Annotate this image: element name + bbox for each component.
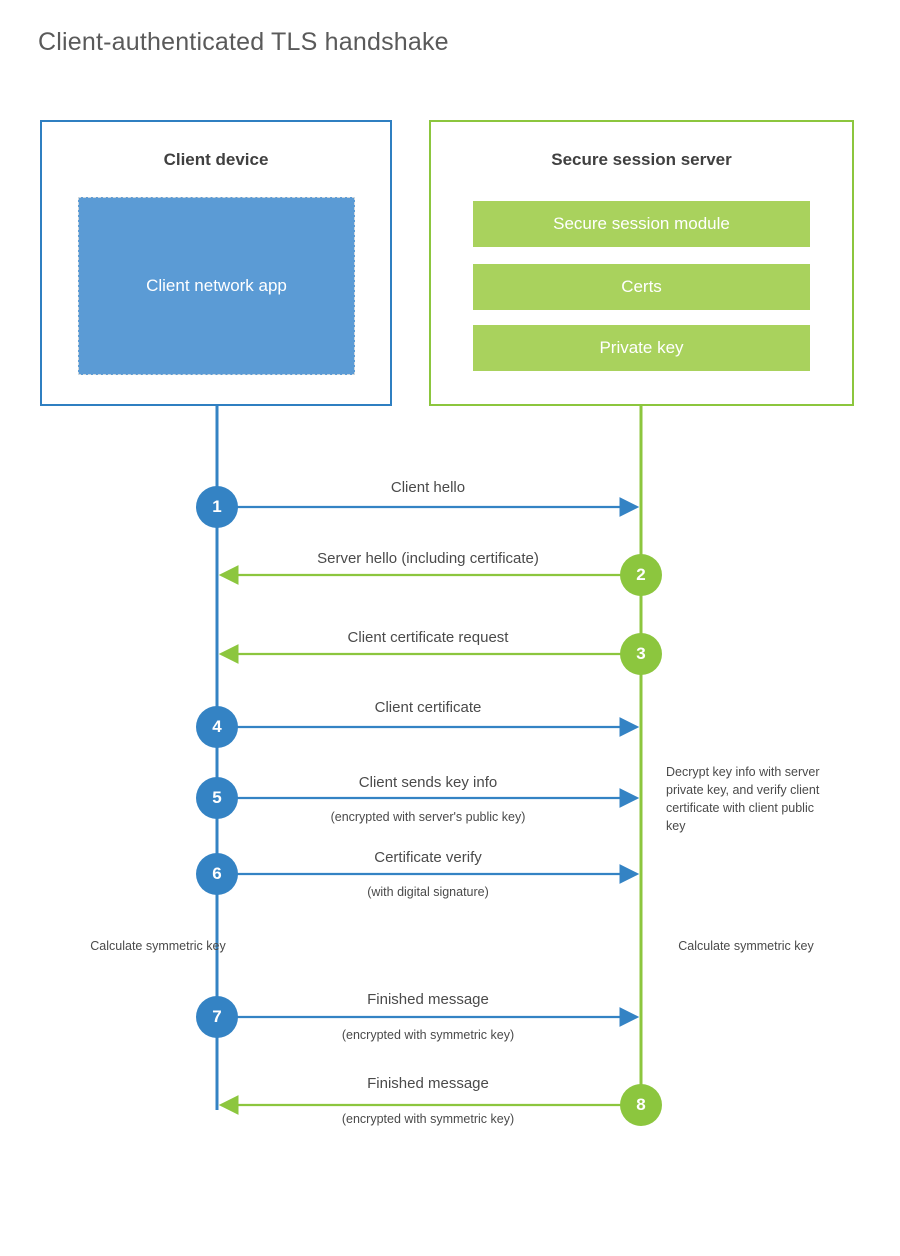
client-device-title: Client device	[163, 150, 269, 169]
step-7-label: Finished message	[367, 991, 489, 1008]
note-server-decrypt: Decrypt key info with server private key, and verify client certificate with client public key	[666, 765, 820, 834]
step-badge-7: 7	[196, 996, 238, 1038]
step-badge-8: 8	[620, 1084, 662, 1126]
step-badge-3: 3	[620, 633, 662, 675]
step-8-sublabel: (encrypted with symmetric key)	[341, 1112, 515, 1126]
step-8-label: Finished message	[367, 1075, 489, 1092]
note-client-symmetric-key: Calculate symmetric key	[90, 939, 226, 953]
step-4-label: Client certificate	[374, 699, 482, 716]
step-6-sublabel: (with digital signature)	[367, 885, 489, 899]
server-item-certs: Certs	[473, 264, 810, 310]
step-6-label: Certificate verify	[374, 849, 482, 866]
client-network-app: Client network app	[78, 197, 355, 375]
step-1-label: Client hello	[390, 479, 466, 496]
page-title: Client-authenticated TLS handshake	[38, 28, 449, 56]
secure-session-server-title: Secure session server	[551, 150, 732, 169]
note-server-symmetric-key: Calculate symmetric key	[678, 939, 814, 953]
step-badge-1: 1	[196, 486, 238, 528]
step-badge-6: 6	[196, 853, 238, 895]
server-item-private-key: Private key	[473, 325, 810, 371]
server-item-secure-session-module: Secure session module	[473, 201, 810, 247]
step-badge-2: 2	[620, 554, 662, 596]
step-3-label: Client certificate request	[347, 629, 509, 646]
step-badge-5: 5	[196, 777, 238, 819]
step-7-sublabel: (encrypted with symmetric key)	[341, 1028, 515, 1042]
step-badge-4: 4	[196, 706, 238, 748]
step-2-label: Server hello (including certificate)	[317, 550, 539, 567]
step-5-sublabel: (encrypted with server's public key)	[330, 810, 526, 824]
step-5-label: Client sends key info	[358, 774, 498, 791]
